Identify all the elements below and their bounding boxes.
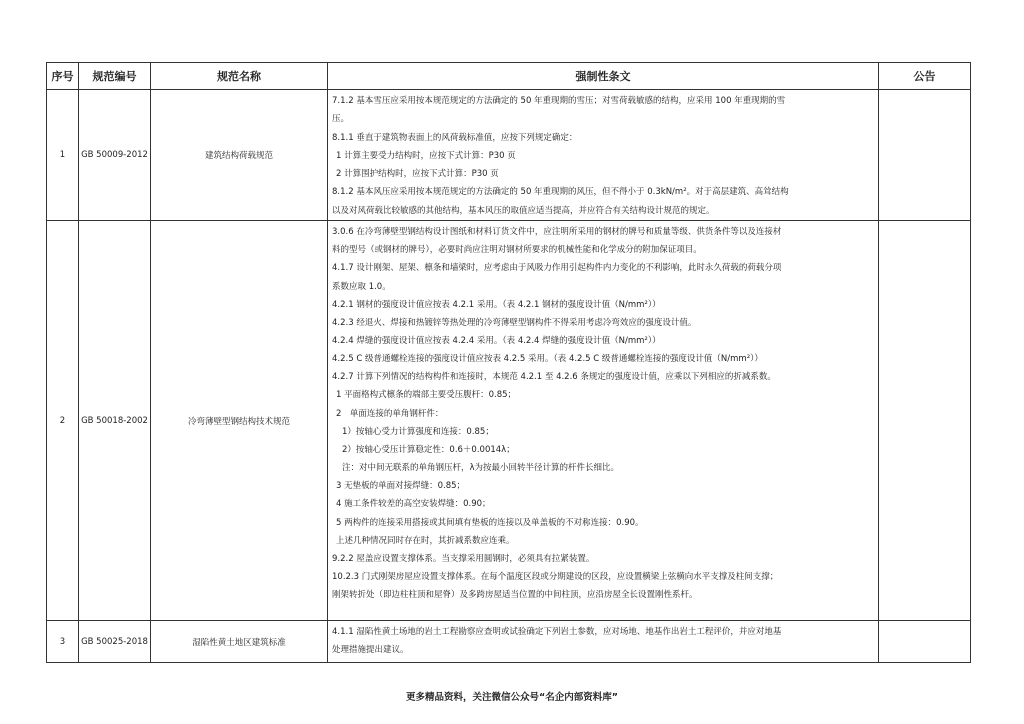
clause-line: 1 计算主要受力结构时，应按下式计算：P30 页 <box>336 150 516 161</box>
header-seq: 序号 <box>47 63 79 90</box>
cell-clauses <box>328 90 879 221</box>
clause-line: 1）按轴心受力计算强度和连接：0.85； <box>342 426 494 437</box>
clause-line: 系数应取 1.0。 <box>332 281 391 292</box>
footer-note: 更多精品资料，关注微信公众号“名企内部资料库” <box>406 692 618 703</box>
cell-announcement <box>879 221 971 621</box>
clause-line: 刚架转折处（即边柱柱顶和屋脊）及多跨房屋适当位置的中间柱顶，应沿房屋全长设置刚性系杆。 <box>332 590 698 601</box>
clause-line: 处理措施提出建议。 <box>332 645 409 656</box>
cell-announcement <box>879 621 971 663</box>
clause-line: 1 平面格构式檩条的端部主要受压腹杆：0.85； <box>336 390 517 401</box>
clause-line: 4.2.4 焊缝的强度设计值应按表 4.2.4 采用。（表 4.2.4 焊缝的强度设计值（N/mm²）） <box>332 336 661 347</box>
clause-line: 8.1.1 垂直于建筑物表面上的风荷载标准值，应按下列规定确定： <box>332 132 578 143</box>
clause-line: 料的型号（或钢材的牌号），必要时尚应注明对钢材所要求的机械性能和化学成分的附加保证项目。 <box>332 245 702 256</box>
table-row <box>47 90 971 221</box>
clause-line: 2 计算围护结构时，应按下式计算：P30 页 <box>336 169 499 180</box>
clause-line: 压。 <box>332 114 350 125</box>
clause-line: 7.1.2 基本雪压应采用按本规范规定的方法确定的 50 年重现期的雪压；对雪荷载敏感的结构，应采用 100 年重现期的雪 <box>332 96 786 106</box>
cell-clauses <box>328 221 879 621</box>
header-name: 规范名称 <box>151 63 328 90</box>
table-row <box>47 221 971 621</box>
cell-name: 冷弯薄壁型钢结构技术规范 <box>151 221 328 621</box>
clause-line: 4.1.1 湿陷性黄土场地的岩土工程勘察应查明或试验确定下列岩土参数，应对场地、地基作出岩土工程评价，并应对地基 <box>332 627 782 638</box>
table-header-row <box>47 63 971 90</box>
cell-name: 湿陷性黄土地区建筑标准 <box>151 621 328 663</box>
clause-line: 10.2.3 门式刚架房屋应设置支撑体系。在每个温度区段或分期建设的区段，应设置横梁上弦横向水平支撑及柱间支撑； <box>332 572 779 583</box>
clause-line: 4.1.7 设计刚架、屋架、檩条和墙梁时，应考虑由于风吸力作用引起构件内力变化的不利影响，此时永久荷载的荷载分项 <box>332 263 782 274</box>
table-row <box>47 621 971 663</box>
clause-line: 2）按轴心受压计算稳定性：0.6＋0.0014λ； <box>342 444 515 455</box>
cell-clauses <box>328 621 879 663</box>
cell-seq: 3 <box>47 621 79 663</box>
clause-line: 4.2.3 经退火、焊接和热镀锌等热处理的冷弯薄壁型钢构件不得采用考虑冷弯效应的强度设计值。 <box>332 317 697 328</box>
cell-seq: 1 <box>47 90 79 221</box>
clause-line: 4.2.5 C 级普通螺栓连接的强度设计值应按表 4.2.5 采用。（表 4.2.5 C 级普通螺栓连接的强度设计值（N/mm²）） <box>332 354 763 365</box>
clause-line: 9.2.2 屋盖应设置支撑体系。当支撑采用圆钢时，必须具有拉紧装置。 <box>332 553 595 564</box>
cell-name: 建筑结构荷载规范 <box>151 90 328 221</box>
clause-line: 5 两构件的连接采用搭接或其间填有垫板的连接以及单盖板的不对称连接：0.90。 <box>336 517 644 528</box>
header-clauses: 强制性条文 <box>328 63 879 90</box>
clause-line: 2 单面连接的单角钢杆件： <box>336 408 444 419</box>
cell-announcement <box>879 90 971 221</box>
cell-seq: 2 <box>47 221 79 621</box>
cell-code: GB 50025-2018 <box>79 621 151 663</box>
clause-line: 上述几种情况同时存在时，其折减系数应连乘。 <box>336 535 515 546</box>
clause-line: 3.0.6 在冷弯薄壁型钢结构设计图纸和材料订货文件中，应注明所采用的钢材的牌号和质量等级、供货条件等以及连接材 <box>332 227 782 238</box>
clause-line: 8.1.2 基本风压应采用按本规范规定的方法确定的 50 年重现期的风压，但不得小于 0.3kN/m²。对于高层建筑、高耸结构 <box>332 187 789 198</box>
header-code: 规范编号 <box>79 63 151 90</box>
cell-code: GB 50018-2002 <box>79 221 151 621</box>
clause-line: 3 无垫板的单面对接焊缝：0.85； <box>336 481 466 492</box>
clause-line: 4.2.7 计算下列情况的结构构件和连接时，本规范 4.2.1 至 4.2.6 条规定的强度设计值，应乘以下列相应的折减系数。 <box>332 372 776 383</box>
clause-line: 4 施工条件较差的高空安装焊缝：0.90； <box>336 499 491 510</box>
cell-code: GB 50009-2012 <box>79 90 151 221</box>
clause-line: 4.2.1 钢材的强度设计值应按表 4.2.1 采用。（表 4.2.1 钢材的强度设计值（N/mm²）） <box>332 299 661 310</box>
clause-line: 以及对风荷载比较敏感的其他结构，基本风压的取值应适当提高，并应符合有关结构设计规范的规定。 <box>332 205 715 216</box>
standards-table <box>46 62 971 663</box>
header-announcement: 公告 <box>879 63 971 90</box>
clause-line: 注：对中间无联系的单角钢压杆，λ为按最小回转半径计算的杆件长细比。 <box>342 463 620 474</box>
